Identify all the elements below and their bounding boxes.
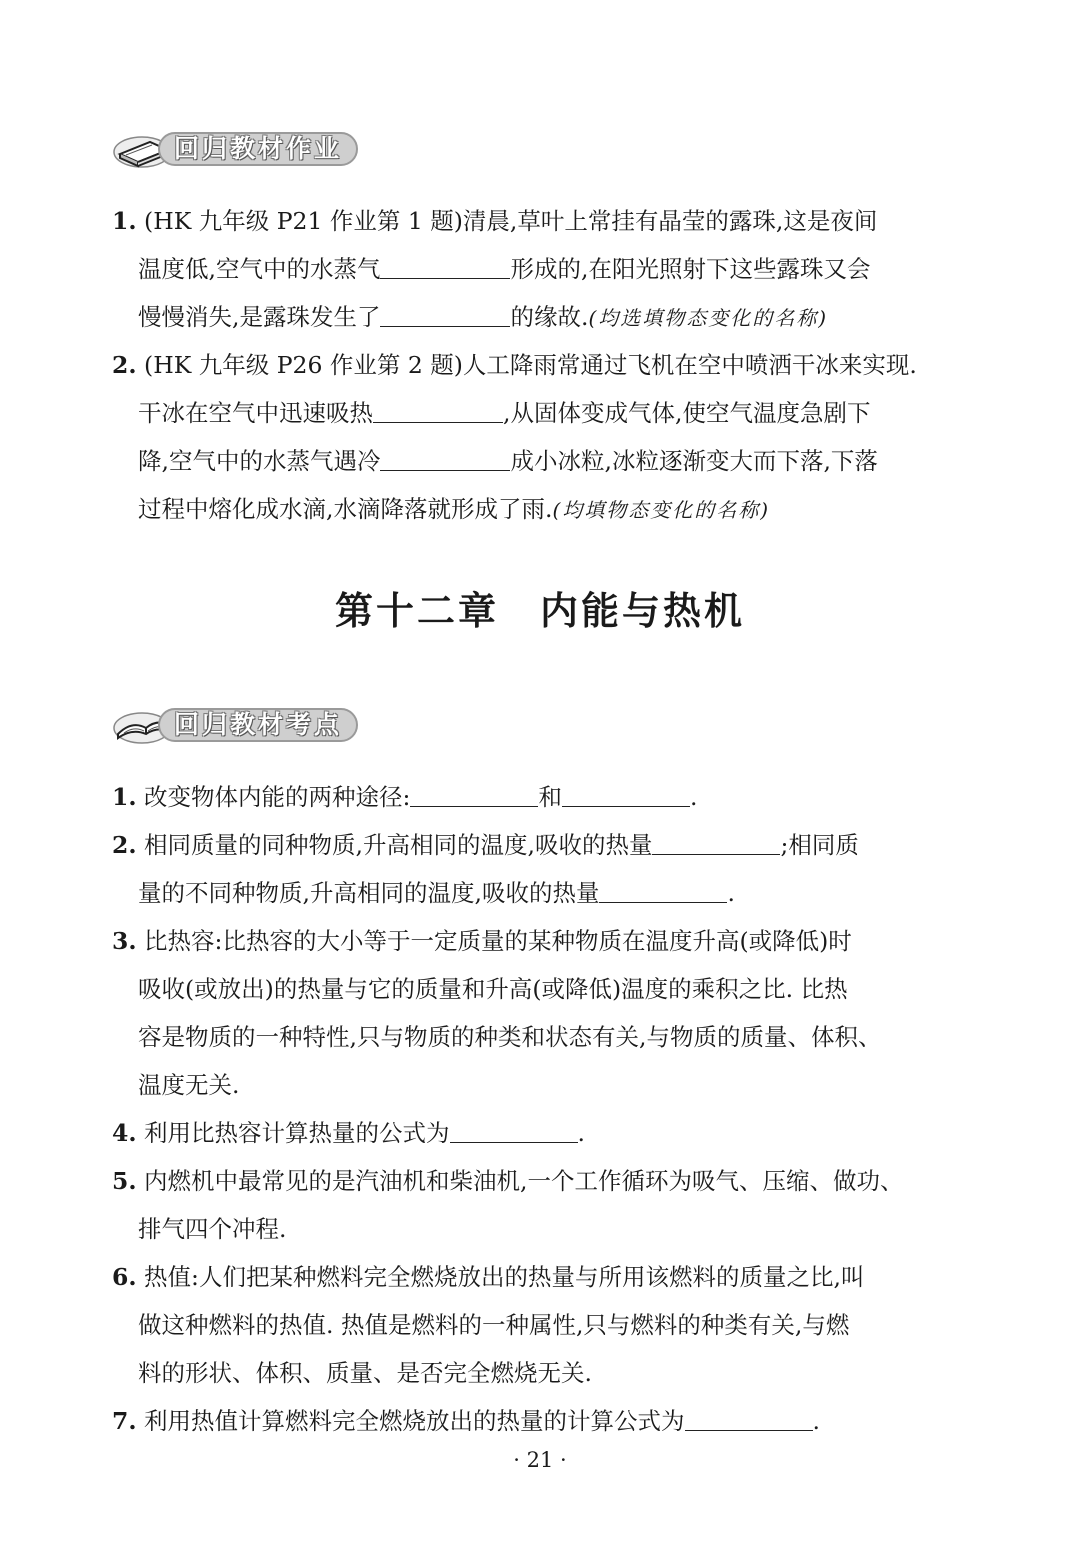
section-header-key-points	[112, 706, 360, 746]
point-6-line-1	[112, 1262, 864, 1292]
point-number: 6.	[112, 1263, 137, 1291]
section-title: 回归教材作业	[174, 134, 343, 163]
point-text: 利用比热容计算热量的公式为	[144, 1119, 450, 1147]
point-3-line-4	[138, 1070, 239, 1100]
point-text: .	[577, 1119, 586, 1147]
point-text: 比热容:比热容的大小等于一定质量的某种物质在温度升高(或降低)时	[144, 927, 852, 955]
point-6-line-3	[138, 1358, 592, 1388]
question-note: (均填物态变化的名称)	[552, 498, 771, 522]
answer-blank[interactable]	[562, 782, 690, 807]
question-number: 1.	[112, 207, 137, 235]
homework-2-line-1	[112, 350, 917, 380]
answer-blank[interactable]	[685, 1406, 813, 1431]
point-text: 吸收(或放出)的热量与它的质量和升高(或降低)温度的乘积之比. 比热	[138, 975, 848, 1003]
page-number: · 21 ·	[513, 1448, 567, 1472]
question-text: 成小冰粒,冰粒逐渐变大而下落,下落	[510, 447, 878, 475]
point-3-line-3	[138, 1022, 881, 1052]
answer-blank[interactable]	[373, 398, 503, 423]
point-text: 量的不同种物质,升高相同的温度,吸收的热量	[138, 879, 600, 907]
point-text: .	[812, 1407, 821, 1435]
question-number: 2.	[112, 351, 137, 379]
point-text: .	[689, 783, 698, 811]
point-text: 相同质量的同种物质,升高相同的温度,吸收的热量	[144, 831, 653, 859]
answer-blank[interactable]	[380, 302, 510, 327]
question-text: 过程中熔化成水滴,水滴降落就形成了雨.	[138, 495, 553, 523]
point-text: 内燃机中最常见的是汽油机和柴油机,一个工作循环为吸气、压缩、做功、	[144, 1167, 904, 1195]
point-text: 料的形状、体积、质量、是否完全燃烧无关.	[138, 1359, 592, 1387]
point-text: 热值:人们把某种燃料完全燃烧放出的热量与所用该燃料的质量之比,叫	[144, 1263, 865, 1291]
section-title-pill	[158, 132, 358, 166]
homework-1-line-3	[138, 302, 828, 333]
answer-blank[interactable]	[380, 446, 510, 471]
point-2-line-2	[138, 878, 735, 908]
point-text: 和	[538, 783, 562, 811]
answer-blank[interactable]	[410, 782, 538, 807]
answer-blank[interactable]	[652, 830, 780, 855]
point-text: .	[727, 879, 735, 907]
point-4-line-1	[112, 1118, 585, 1148]
section-title: 回归教材考点	[174, 710, 343, 739]
point-number: 1.	[112, 783, 137, 811]
point-text: 利用热值计算燃料完全燃烧放出的热量的计算公式为	[144, 1407, 685, 1435]
homework-2-line-3	[138, 446, 878, 476]
section-header-homework	[112, 130, 360, 170]
point-text: 做这种燃料的热值. 热值是燃料的一种属性,只与燃料的种类有关,与燃	[138, 1311, 850, 1339]
point-6-line-2	[138, 1310, 849, 1340]
homework-1-line-2	[138, 254, 870, 284]
answer-blank[interactable]	[380, 254, 510, 279]
section-title-pill	[158, 708, 358, 742]
point-3-line-2	[138, 974, 848, 1004]
question-text: ,从固体变成气体,使空气温度急剧下	[503, 399, 871, 427]
answer-blank[interactable]	[450, 1118, 578, 1143]
point-text: 排气四个冲程.	[138, 1215, 287, 1243]
point-text: 容是物质的一种特性,只与物质的种类和状态有关,与物质的质量、体积、	[138, 1023, 882, 1051]
question-text: 温度低,空气中的水蒸气	[138, 255, 381, 283]
point-1-line-1	[112, 782, 697, 812]
point-3-line-1	[112, 926, 852, 956]
point-5-line-2	[138, 1214, 286, 1244]
homework-2-line-2	[138, 398, 870, 428]
chapter-title: 第十二章 内能与热机	[334, 588, 745, 633]
point-5-line-1	[112, 1166, 904, 1196]
point-number: 7.	[112, 1407, 137, 1435]
question-text: (HK 九年级 P21 作业第 1 题)清晨,草叶上常挂有晶莹的露珠,这是夜间	[144, 207, 878, 235]
question-text: 慢慢消失,是露珠发生了	[138, 303, 381, 331]
question-text: 的缘故.	[510, 303, 589, 331]
question-text: (HK 九年级 P26 作业第 2 题)人工降雨常通过飞机在空中喷洒干冰来实现.	[144, 351, 917, 379]
point-text: 改变物体内能的两种途径:	[144, 783, 411, 811]
question-text: 降,空气中的水蒸气遇冷	[138, 447, 381, 475]
question-text: 形成的,在阳光照射下这些露珠又会	[510, 255, 871, 283]
point-number: 2.	[112, 831, 137, 859]
homework-2-line-4	[138, 494, 770, 525]
question-note: (均选填物态变化的名称)	[588, 306, 829, 330]
point-2-line-1	[112, 830, 859, 860]
point-number: 5.	[112, 1167, 137, 1195]
point-number: 3.	[112, 927, 137, 955]
homework-1-line-1	[112, 206, 877, 236]
point-7-line-1	[112, 1406, 820, 1436]
point-number: 4.	[112, 1119, 137, 1147]
point-text: 温度无关.	[138, 1071, 240, 1099]
question-text: 干冰在空气中迅速吸热	[138, 399, 373, 427]
answer-blank[interactable]	[599, 878, 727, 903]
point-text: ;相同质	[780, 831, 859, 859]
